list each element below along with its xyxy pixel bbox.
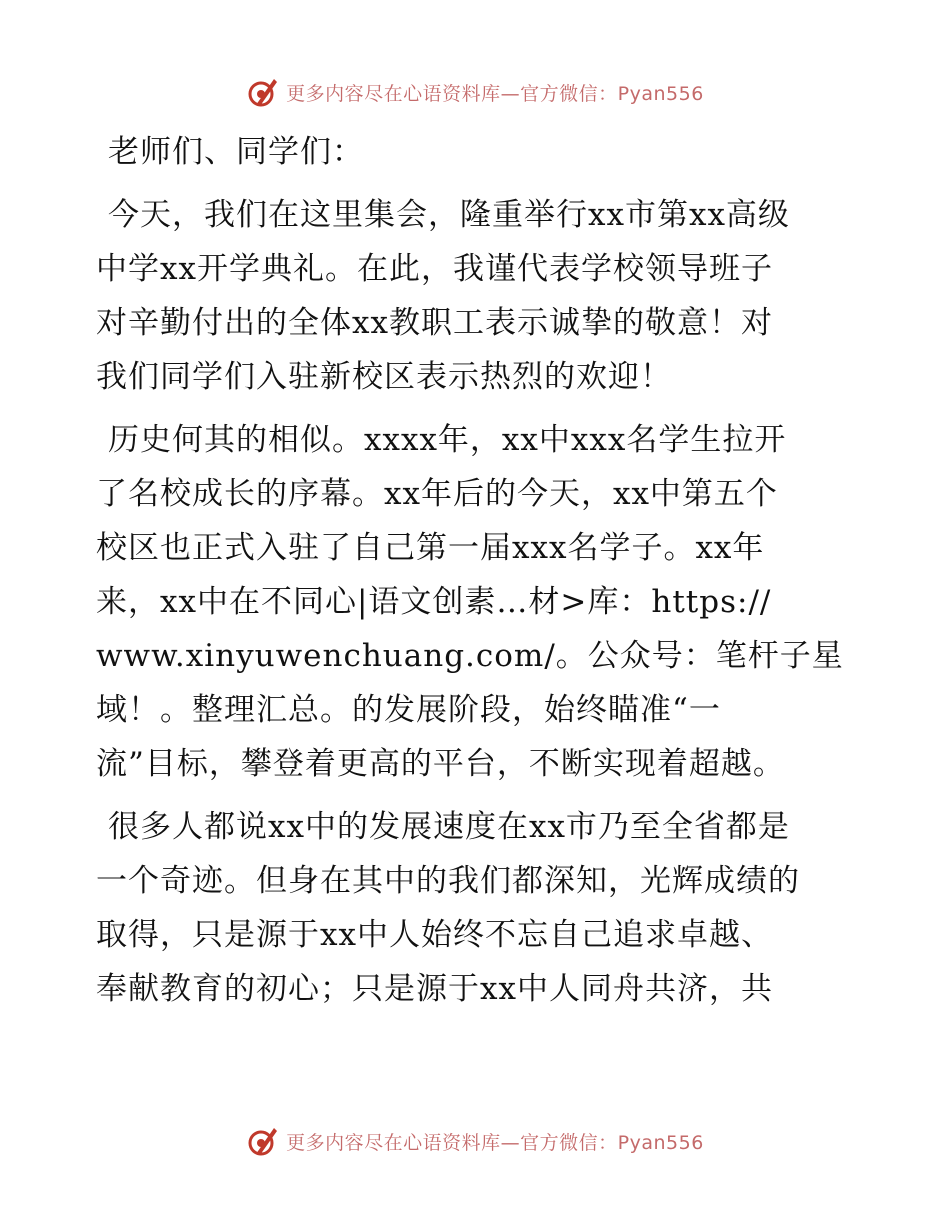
text-line: www.xinyuwenchuang.com/。公众号：笔杆子星 [96,638,844,674]
quill-logo-icon [246,1124,280,1158]
text-line: 来，xx中在不同心|语文创素…材>库：https:// [96,584,772,620]
text-line: 对辛勤付出的全体xx教职工表示诚挚的敬意！对 [96,305,773,341]
text-line: 今天，我们在这里集会，隆重举行xx市第xx高级 [108,197,790,233]
text-line: 流”目标，攀登着更高的平台，不断实现着超越。 [96,746,785,782]
quill-logo-icon [246,75,280,109]
text-line: 了名校成长的序幕。xx年后的今天，xx中第五个 [96,476,778,512]
footer-watermark-banner [0,1121,950,1161]
text-line: 中学xx开学典礼。在此，我谨代表学校领导班子 [96,251,773,287]
text-line: 校区也正式入驻了自己第一届xxx名学子。xx年 [96,530,765,566]
paragraph [96,188,866,404]
document-body [96,125,866,1025]
text-line: 取得，只是源于xx中人始终不忘自己追求卓越、 [96,917,773,953]
paragraph [96,125,866,179]
header-watermark-text: 更多内容尽在心语资料库—官方微信：Pyan556 [286,82,704,105]
text-line: 域！。整理汇总。的发展阶段，始终瞄准“一 [96,692,721,728]
paragraph [96,800,866,1016]
text-line: 老师们、同学们： [108,134,364,170]
paragraph [96,413,866,791]
text-line: 奉献教育的初心；只是源于xx中人同舟共济，共 [96,971,773,1007]
text-line: 很多人都说xx中的发展速度在xx市乃至全省都是 [108,809,790,845]
text-line: 我们同学们入驻新校区表示热烈的欢迎！ [96,359,672,395]
text-line: 历史何其的相似。xxxx年，xx中xxx名学生拉开 [108,422,787,458]
header-watermark-banner [0,72,950,112]
text-line: 一个奇迹。但身在其中的我们都深知，光辉成绩的 [96,863,800,899]
footer-watermark-text: 更多内容尽在心语资料库—官方微信：Pyan556 [286,1131,704,1154]
